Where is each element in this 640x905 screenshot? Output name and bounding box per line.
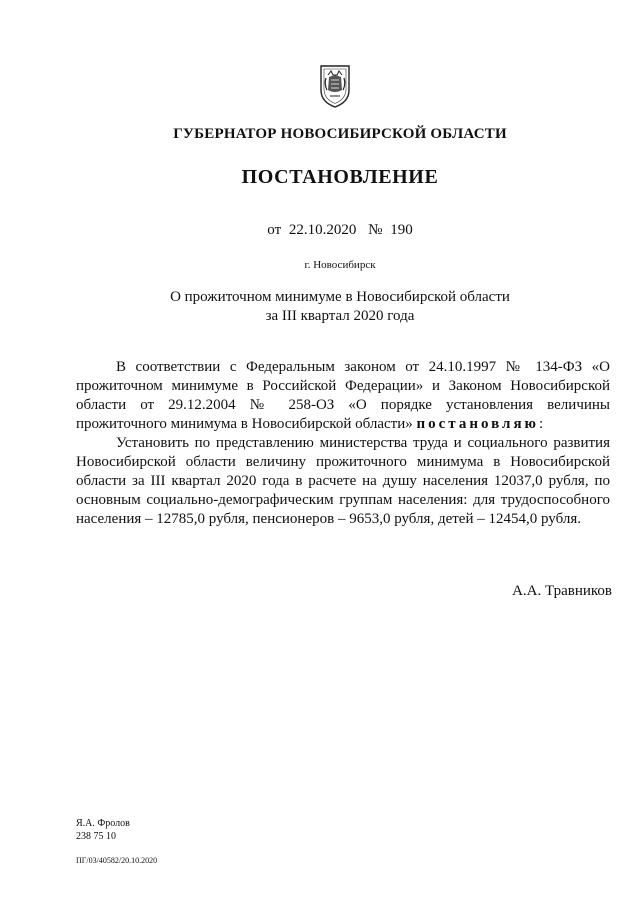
signatory-name: А.А. Травников (512, 583, 612, 599)
coat-of-arms-icon (318, 62, 352, 108)
executor-block (76, 817, 130, 843)
date-prefix: от (267, 222, 282, 238)
document-type: ПОСТАНОВЛЕНИЕ (241, 166, 439, 188)
executor-phone: 238 75 10 (76, 831, 116, 842)
document-code: ПГ/03/40582/20.10.2020 (76, 856, 158, 865)
paragraph-1-text: В соответствии с Федеральным законом от 24.10.1997 № 134-ФЗ «О прожиточном минимуме в Российской Федерации» и Законом Новосибирской области от 29.12.2004 № 258-ОЗ «О порядке установления величины прожиточного минимума в Новосибирской области» (76, 359, 610, 432)
paragraph-1-end: : (539, 416, 544, 432)
document-subject (0, 288, 640, 326)
document-body (76, 358, 610, 529)
body-paragraph-2: Установить по представлению министерства труда и социального развития Новосибирской области величину прожиточного минимума в Новосибирской области за III квартал 2020 года в расчете на душу населения 12037,0 рубля, по основным социально-демографическим группам населения: для трудоспособного населения – 12785,0 рубля, пенсионеров – 9653,0 рубля, детей – 12454,0 рубля. (76, 435, 610, 527)
city-line: г. Новосибирск (304, 259, 376, 271)
document-date: 22.10.2020 (288, 222, 357, 238)
date-number-line (0, 222, 640, 239)
issuing-authority: ГУБЕРНАТОР НОВОСИБИРСКОЙ ОБЛАСТИ (173, 126, 507, 142)
subject-line-2: за III квартал 2020 года (265, 308, 415, 324)
number-prefix: № (368, 222, 383, 238)
subject-line-1: О прожиточном минимуме в Новосибирской области (170, 289, 510, 305)
decree-word: постановляю (416, 416, 540, 432)
executor-name: Я.А. Фролов (76, 818, 130, 829)
document-number: 190 (390, 222, 413, 238)
body-paragraph-1 (76, 358, 610, 434)
